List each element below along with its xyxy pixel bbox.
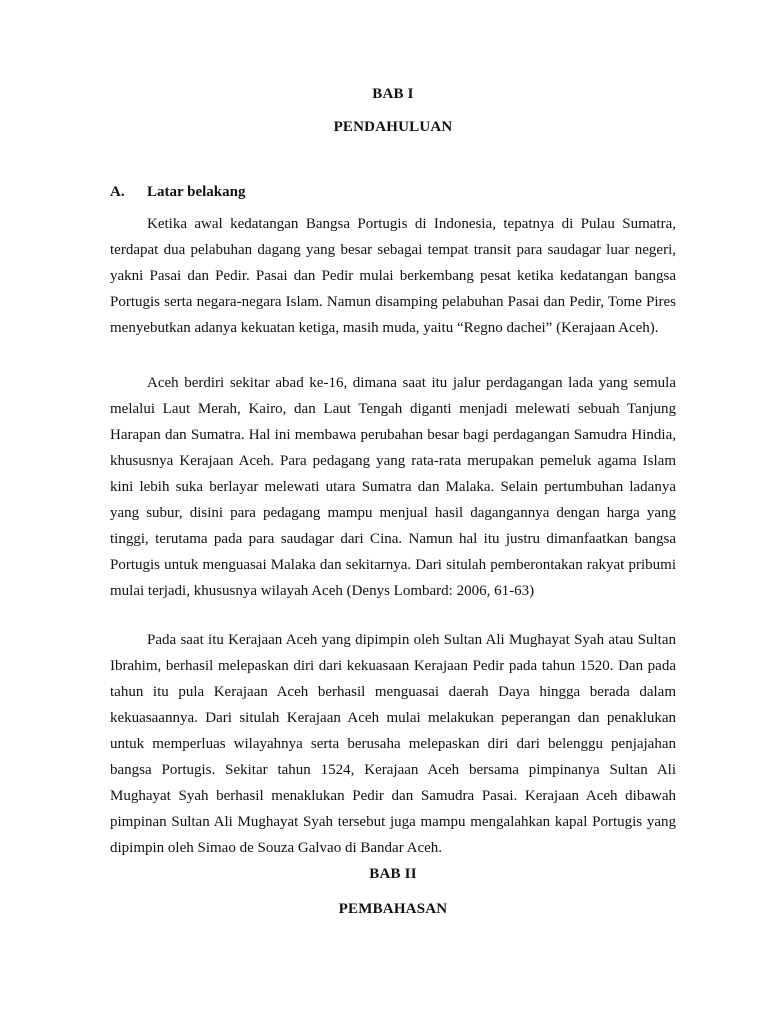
paragraph-3: Pada saat itu Kerajaan Aceh yang dipimpin oleh Sultan Ali Mughayat Syah atau Sultan Ibrahim, berhasil melepaskan diri dari kekuasaan Kerajaan Pedir pada tahun 1520. Dan pada tahun itu pula Kerajaan Aceh berhasil menguasai daerah Daya hingga berada dalam kekuasaannya. Dari situlah Kerajaan Aceh mulai melakukan peperangan dan penaklukan untuk memperluas wilayahnya serta berusaha melepaskan diri dari belenggu penjajahan bangsa Portugis. Sekitar tahun 1524, Kerajaan Aceh bersama pimpinanya Sultan Ali Mughayat Syah berhasil menaklukan Pedir dan Samudra Pasai. Kerajaan Aceh dibawah pimpinan Sultan Ali Mughayat Syah tersebut juga mampu mengalahkan kapal Portugis yang dipimpin oleh Simao de Souza Galvao di Bandar Aceh. bbox=[110, 632, 676, 856]
section-a-number: A. bbox=[110, 184, 125, 200]
paragraph-2: Aceh berdiri sekitar abad ke-16, dimana saat itu jalur perdagangan lada yang semula melalui Laut Merah, Kairo, dan Laut Tengah diganti menjadi melewati sebuah Tanjung Harapan dan Sumatra. Hal ini membawa perubahan besar bagi perdagangan Samudra Hindia, khususnya Kerajaan Aceh. Para pedagang yang rata-rata merupakan pemeluk agama Islam kini lebih suka berlayar melewati utara Sumatra dan Malaka. Selain pertumbuhan ladanya yang subur, disini para pedagang mampu menjual hasil dagangannya dengan harga yang tinggi, terutama pada para saudagar dari Cina. Namun hal itu justru dimanfaatkan bangsa Portugis untuk menguasai Malaka dan sekitarnya. Dari situlah pemberontakan rakyat pribumi mulai terjadi, khususnya wilayah Aceh (Denys Lombard: 2006, 61-63) bbox=[110, 375, 676, 599]
chapter-1-title: PENDAHULUAN bbox=[333, 119, 453, 135]
chapter-2-title: PEMBAHASAN bbox=[338, 901, 448, 917]
paragraph-1: Ketika awal kedatangan Bangsa Portugis di Indonesia, tepatnya di Pulau Sumatra, terdapat dua pelabuhan dagang yang besar sebagai tempat transit para saudagar luar negeri, yakni Pasai dan Pedir. Pasai dan Pedir mulai berkembang pesat ketika kedatangan bangsa Portugis serta negara-negara Islam. Namun disamping pelabuhan Pasai dan Pedir, Tome Pires menyebutkan adanya kekuatan ketiga, masih muda, yaitu “Regno dachei” (Kerajaan Aceh). bbox=[110, 216, 676, 336]
section-a-title: Latar belakang bbox=[147, 184, 246, 200]
chapter-2-number: BAB II bbox=[369, 866, 417, 882]
chapter-1-number: BAB I bbox=[372, 86, 414, 102]
section-a-heading bbox=[110, 184, 246, 201]
